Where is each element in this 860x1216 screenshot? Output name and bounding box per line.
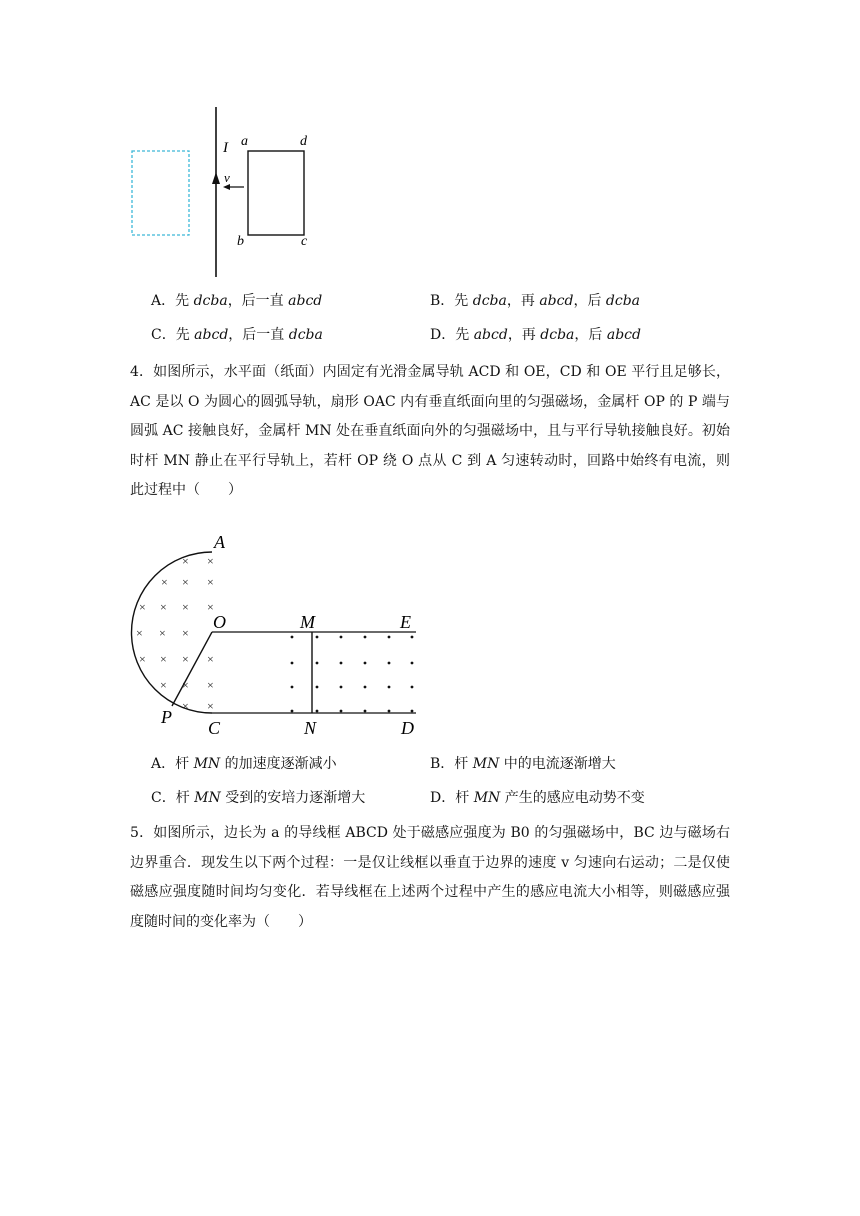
svg-text:×: × <box>207 575 214 589</box>
label-v: v <box>224 170 230 185</box>
svg-text:×: × <box>160 678 167 692</box>
svg-text:×: × <box>182 626 189 640</box>
loop-abcd <box>248 151 304 235</box>
svg-text:×: × <box>160 600 167 614</box>
field-out-of-page <box>291 636 414 713</box>
svg-text:×: × <box>136 626 143 640</box>
q4-option-b[interactable]: B．杆 MN 中的电流逐渐增大 <box>430 756 616 772</box>
figure-wire-loop <box>120 100 340 285</box>
rod-OP <box>172 632 212 706</box>
q4-option-d[interactable]: D．杆 MN 产生的感应电动势不变 <box>430 790 645 806</box>
field-into-page <box>136 554 214 713</box>
q3-option-c[interactable]: C．先 abcd，后一直 dcba <box>151 327 323 343</box>
q3-option-b[interactable]: B．先 dcba，再 abcd，后 dcba <box>430 293 641 309</box>
svg-text:×: × <box>139 652 146 666</box>
svg-text:×: × <box>207 600 214 614</box>
label-C: C <box>208 718 221 738</box>
q3-option-d[interactable]: D．先 abcd，再 dcba，后 abcd <box>430 327 641 343</box>
svg-text:×: × <box>207 554 214 568</box>
label-E: E <box>400 612 411 632</box>
svg-text:×: × <box>207 699 214 713</box>
q4-option-a[interactable]: A．杆 MN 的加速度逐渐减小 <box>151 756 337 772</box>
label-c: c <box>301 234 308 249</box>
label-M: M <box>300 612 315 632</box>
label-A: A <box>214 532 225 552</box>
svg-text:×: × <box>182 575 189 589</box>
figure-rails <box>128 528 428 740</box>
arc-AC <box>132 552 213 713</box>
label-N: N <box>304 718 317 738</box>
svg-text:×: × <box>182 554 189 568</box>
svg-text:×: × <box>182 678 189 692</box>
label-O: O <box>213 612 226 632</box>
current-arrow-icon <box>212 172 220 184</box>
svg-text:×: × <box>159 626 166 640</box>
svg-text:×: × <box>182 652 189 666</box>
svg-text:×: × <box>139 600 146 614</box>
dashed-loop-position <box>132 151 189 235</box>
svg-text:×: × <box>160 652 167 666</box>
svg-text:×: × <box>207 678 214 692</box>
label-b: b <box>237 234 244 249</box>
q4-option-c[interactable]: C．杆 MN 受到的安培力逐渐增大 <box>151 790 366 806</box>
svg-text:×: × <box>182 699 189 713</box>
label-P: P <box>161 707 172 727</box>
q3-option-a[interactable]: A．先 dcba，后一直 abcd <box>151 293 323 309</box>
svg-text:×: × <box>182 600 189 614</box>
svg-text:×: × <box>207 652 214 666</box>
svg-text:×: × <box>161 575 168 589</box>
label-a: a <box>241 134 248 149</box>
q5-stem: 5．如图所示，边长为 a 的导线框 ABCD 处于磁感应强度为 B0 的匀强磁场中，BC 边与磁场右边界重合．现发生以下两个过程：一是仅让线框以垂直于边界的速度 v 匀速向右运动；二是仅使磁感应强度随时间均匀变化．若导线框在上述两个过程中产生的感应电流大小相等，则磁感应强度随时间的变化率为（ ） <box>130 825 730 930</box>
q4-stem: 4．如图所示，水平面（纸面）内固定有光滑金属导轨 ACD 和 OE，CD 和 OE 平行且足够长，AC 是以 O 为圆心的圆弧导轨，扇形 OAC 内有垂直纸面向里的匀强磁场，金属杆 OP 的 P 端与圆弧 AC 接触良好，金属杆 MN 处在垂直纸面向外的匀强磁场中，且与平行导轨接触良好。初始时杆 MN 静止在平行导轨上，若杆 OP 绕 O 点从 C 到 A 匀速转动时，回路中始终有电流，则此过程中（ ） <box>130 364 730 498</box>
label-d: d <box>300 134 307 149</box>
label-D: D <box>401 718 414 738</box>
label-I: I <box>223 140 228 156</box>
